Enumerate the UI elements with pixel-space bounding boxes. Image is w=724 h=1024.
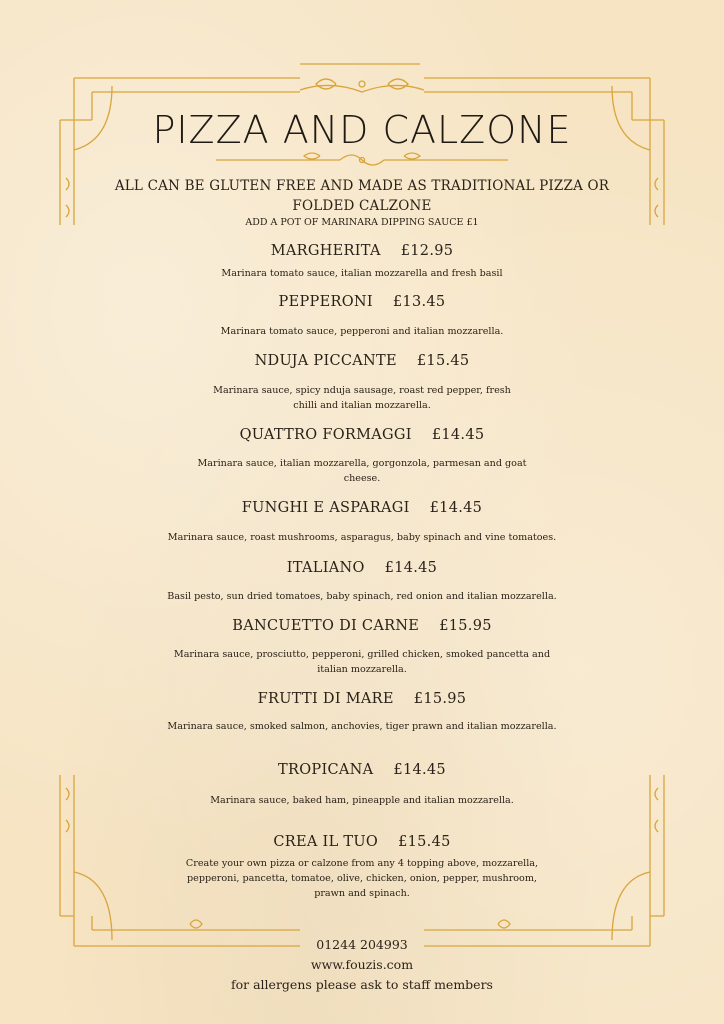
menu-item-description: Marinara sauce, prosciutto, pepperoni, grilled chicken, smoked pancetta and italian mozzarella.: [173, 649, 551, 675]
menu-item-name: [0, 353, 724, 369]
top-frame-lines-right: [424, 78, 650, 92]
menu-item-name: [0, 294, 724, 310]
item-title: MARGHERITA: [270, 243, 381, 259]
item-price: £14.45: [384, 560, 438, 576]
item-title: PEPPERONI: [278, 294, 373, 310]
menu-item-name: [0, 762, 724, 778]
menu-item-name: [0, 834, 724, 850]
menu-item-name: [0, 243, 724, 259]
item-price: £15.45: [398, 834, 451, 850]
item-price: £13.45: [392, 294, 446, 310]
item-title: NDUJA PICCANTE: [254, 353, 397, 369]
menu-item-description: Marinara tomato sauce, italian mozzarella and fresh basil: [221, 268, 503, 279]
item-price: £14.45: [429, 500, 483, 516]
item-price: £12.95: [400, 243, 454, 259]
item-title: FUNGHI E ASPARAGI: [241, 500, 410, 516]
intro-text-line2: FOLDED CALZONE: [292, 198, 432, 214]
item-price: £15.95: [439, 618, 492, 634]
menu-item-name: [0, 618, 724, 634]
menu-item-description: Marinara sauce, smoked salmon, anchovies, tiger prawn and italian mozzarella.: [167, 721, 557, 732]
allergen-notice: for allergens please ask to staff members: [231, 977, 493, 992]
item-title: QUATTRO FORMAGGI: [239, 427, 412, 443]
item-title: TROPICANA: [278, 762, 374, 778]
menu-item-description: Marinara sauce, spicy nduja sausage, roast red pepper, fresh chilli and italian mozzarella.: [213, 385, 511, 411]
menu-item-description: Create your own pizza or calzone from any 4 topping above, mozzarella, pepperoni, pancetta, tomatoe, olive, chicken, onion, pepper, mushroom, prawn and spinach.: [185, 858, 539, 899]
item-price: £15.95: [413, 691, 467, 707]
top-frame-lines-left: [74, 64, 420, 92]
page-title: PIZZA AND CALZONE: [152, 108, 572, 152]
item-title: BANCUETTO DI CARNE: [232, 618, 420, 634]
intro-text-line1: ALL CAN BE GLUTEN FREE AND MADE AS TRADITIONAL PIZZA OR: [114, 178, 610, 194]
item-title: ITALIANO: [286, 560, 365, 576]
menu-item-name: [0, 560, 724, 576]
menu-item-name: [0, 500, 724, 516]
item-price: £14.45: [393, 762, 446, 778]
right-bottom-bracket: [632, 775, 664, 946]
item-price: £15.45: [416, 353, 470, 369]
menu-item-description: Marinara sauce, baked ham, pineapple and italian mozzarella.: [210, 795, 514, 806]
menu-item-description: Marinara sauce, roast mushrooms, asparagus, baby spinach and vine tomatoes.: [167, 532, 557, 543]
phone-number: 01244 204993: [316, 937, 408, 952]
menu-item-name: [0, 427, 724, 443]
addon-note: ADD A POT OF MARINARA DIPPING SAUCE £1: [245, 217, 479, 228]
menu-item-name: [0, 691, 724, 707]
menu-item-description: Marinara tomato sauce, pepperoni and italian mozzarella.: [220, 326, 504, 337]
website-link[interactable]: www.fouzis.com: [310, 957, 414, 972]
item-title: CREA IL TUO: [273, 834, 379, 850]
left-bottom-bracket: [60, 775, 92, 946]
menu-item-description: Basil pesto, sun dried tomatoes, baby spinach, red onion and italian mozzarella.: [167, 591, 557, 602]
item-price: £14.45: [431, 427, 485, 443]
item-title: FRUTTI DI MARE: [257, 691, 394, 707]
menu-item-description: Marinara sauce, italian mozzarella, gorgonzola, parmesan and goat cheese.: [197, 458, 527, 484]
